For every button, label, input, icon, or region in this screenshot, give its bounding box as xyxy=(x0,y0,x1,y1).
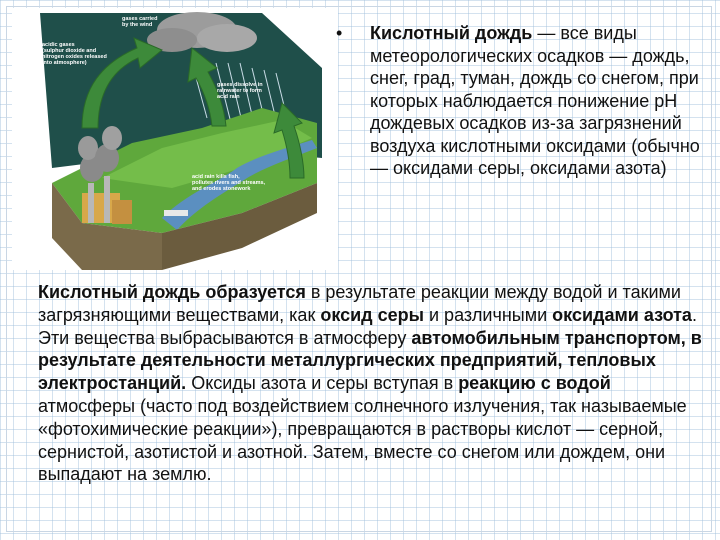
para-bold-3: оксид серы xyxy=(320,304,424,325)
para-bold-1: Кислотный дождь образуется xyxy=(38,282,306,302)
label-gases-dissolve: gases dissolve in rainwater to form acid rain xyxy=(217,82,263,100)
definition-bullet xyxy=(336,22,706,180)
definition-text xyxy=(370,22,706,180)
para-text-2: в результате реакции между водой и такими загрязняющими веществами, как xyxy=(38,282,681,325)
bullet-mark: • xyxy=(336,23,343,43)
definition-term: Кислотный дождь xyxy=(370,23,533,43)
para-text-10: атмосферы (часто под воздействием солнечного излучения, так называемые «фотохимические реакции»), превращаются в растворы кислот — серной, сернистой, азотистой и азотной. Затем, вместе со снегом или дождем, они выпадают на землю. xyxy=(38,395,687,485)
label-acid-rain-kills: acid rain kills fish, pollutes rivers and streams, and erodes stonework xyxy=(192,174,266,192)
label-acidic-gases: acidic gases (sulphur dioxide and nitrogen oxides released into atmosphere) xyxy=(42,42,107,66)
para-text-6: . Эти вещества выбрасываются в атмосферу xyxy=(38,304,697,348)
formation-paragraph xyxy=(38,281,706,486)
para-text-4: и различными xyxy=(424,304,553,325)
label-gases-carried: gases carried by the wind xyxy=(122,16,158,28)
ship-shape xyxy=(164,210,188,216)
para-bold-7: автомобильным транспортом, в результате деятельности металлургических предприятий, тепловых электростанций. xyxy=(38,327,702,394)
para-text-8: Оксиды азота и серы вступая в xyxy=(186,373,459,394)
definition-body: — все виды метеорологических осадков — дождь, снег, град, туман, дождь со снегом, при которых наблюдается понижение pH дождевых осадков из-за загрязнений воздуха кислотными оксидами (обычно — оксидами серы, оксидами азота) xyxy=(370,23,700,178)
para-bold-5: оксидами азота xyxy=(552,304,692,325)
acid-rain-illustration xyxy=(12,8,338,270)
para-bold-9: реакцию с водой xyxy=(458,373,611,394)
